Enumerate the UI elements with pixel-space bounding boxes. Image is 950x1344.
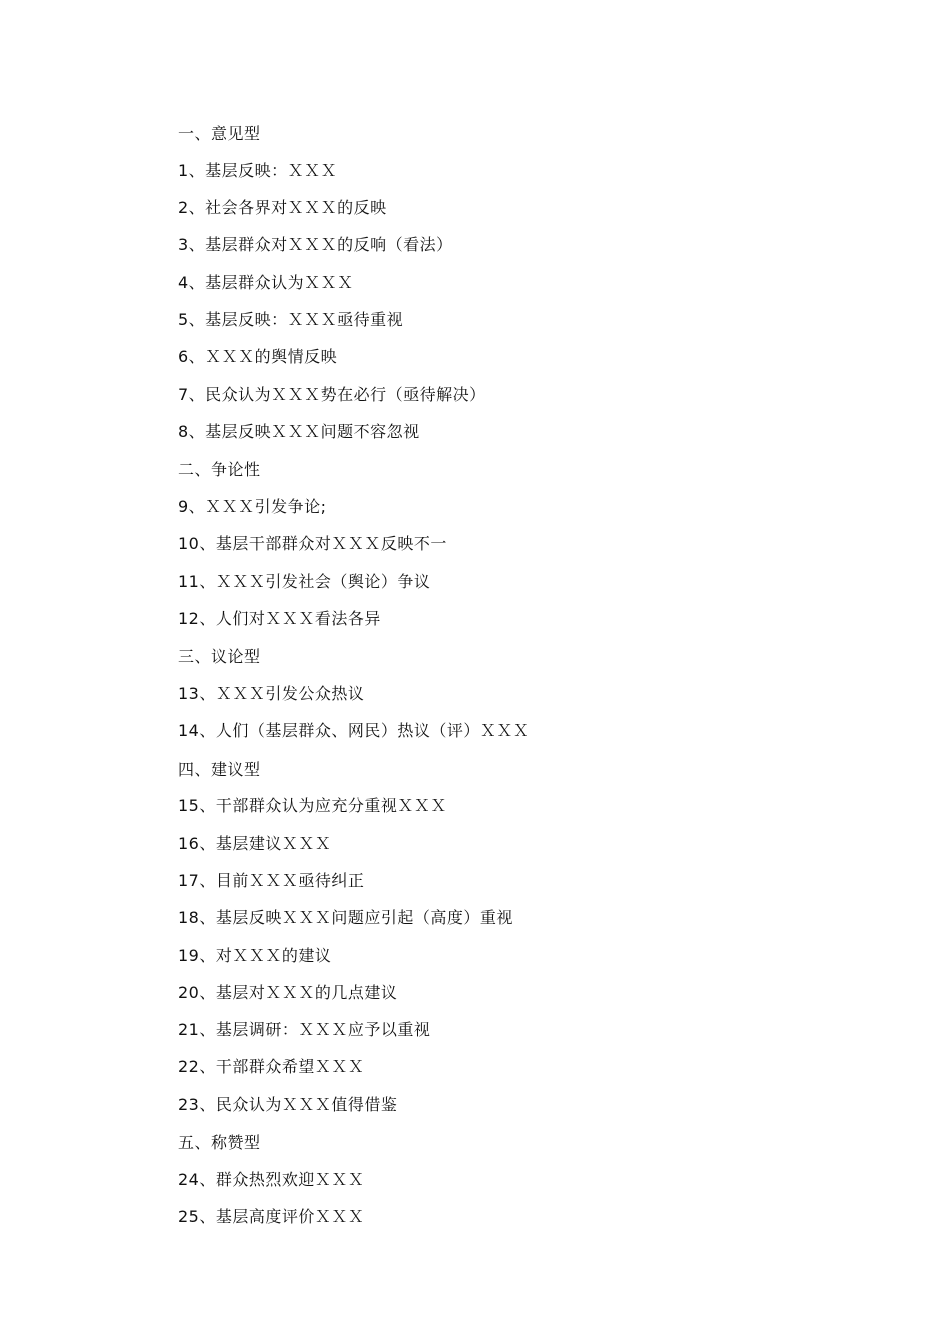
list-item: 17、目前ＸＸＸ亟待纠正 [178,870,365,890]
list-item: 25、基层高度评价ＸＸＸ [178,1207,365,1227]
list-item: 22、干部群众希望ＸＸＸ [178,1057,365,1077]
section-heading: 三、议论型 [178,647,261,667]
section-heading: 四、建议型 [178,759,261,779]
list-item: 9、ＸＸＸ引发争论; [178,496,327,516]
list-item: 21、基层调研：ＸＸＸ应予以重视 [178,1020,431,1040]
list-item: 7、民众认为ＸＸＸ势在必行（亟待解决） [178,384,486,404]
list-item: 8、基层反映ＸＸＸ问题不容忽视 [178,421,420,441]
list-item: 20、基层对ＸＸＸ的几点建议 [178,982,398,1002]
list-item: 10、基层干部群众对ＸＸＸ反映不一 [178,534,447,554]
list-item: 4、基层群众认为ＸＸＸ [178,272,354,292]
section-heading: 一、意见型 [178,124,261,143]
list-item: 18、基层反映ＸＸＸ问题应引起（高度）重视 [178,908,513,928]
document-body [178,118,878,1239]
section-heading: 五、称赞型 [178,1133,261,1153]
list-item: 12、人们对ＸＸＸ看法各异 [178,608,381,628]
list-item: 14、人们（基层群众、网民）热议（评）ＸＸＸ [178,721,530,741]
list-item: 11、ＸＸＸ引发社会（舆论）争议 [178,571,431,591]
list-item: 13、ＸＸＸ引发公众热议 [178,683,365,703]
list-item: 15、干部群众认为应充分重视ＸＸＸ [178,796,447,816]
list-item: 2、社会各界对ＸＸＸ的反映 [178,198,387,218]
list-item: 16、基层建议ＸＸＸ [178,833,332,853]
list-item: 3、基层群众对ＸＸＸ的反响（看法） [178,235,453,255]
list-item: 1、基层反映：ＸＸＸ [178,160,338,180]
list-item: 19、对ＸＸＸ的建议 [178,945,332,965]
list-item: 5、基层反映：ＸＸＸ亟待重视 [178,309,404,329]
section-heading: 二、争论性 [178,460,261,480]
list-item: 24、群众热烈欢迎ＸＸＸ [178,1169,365,1189]
list-item: 23、民众认为ＸＸＸ值得借鉴 [178,1094,398,1114]
list-item: 6、ＸＸＸ的舆情反映 [178,347,338,367]
